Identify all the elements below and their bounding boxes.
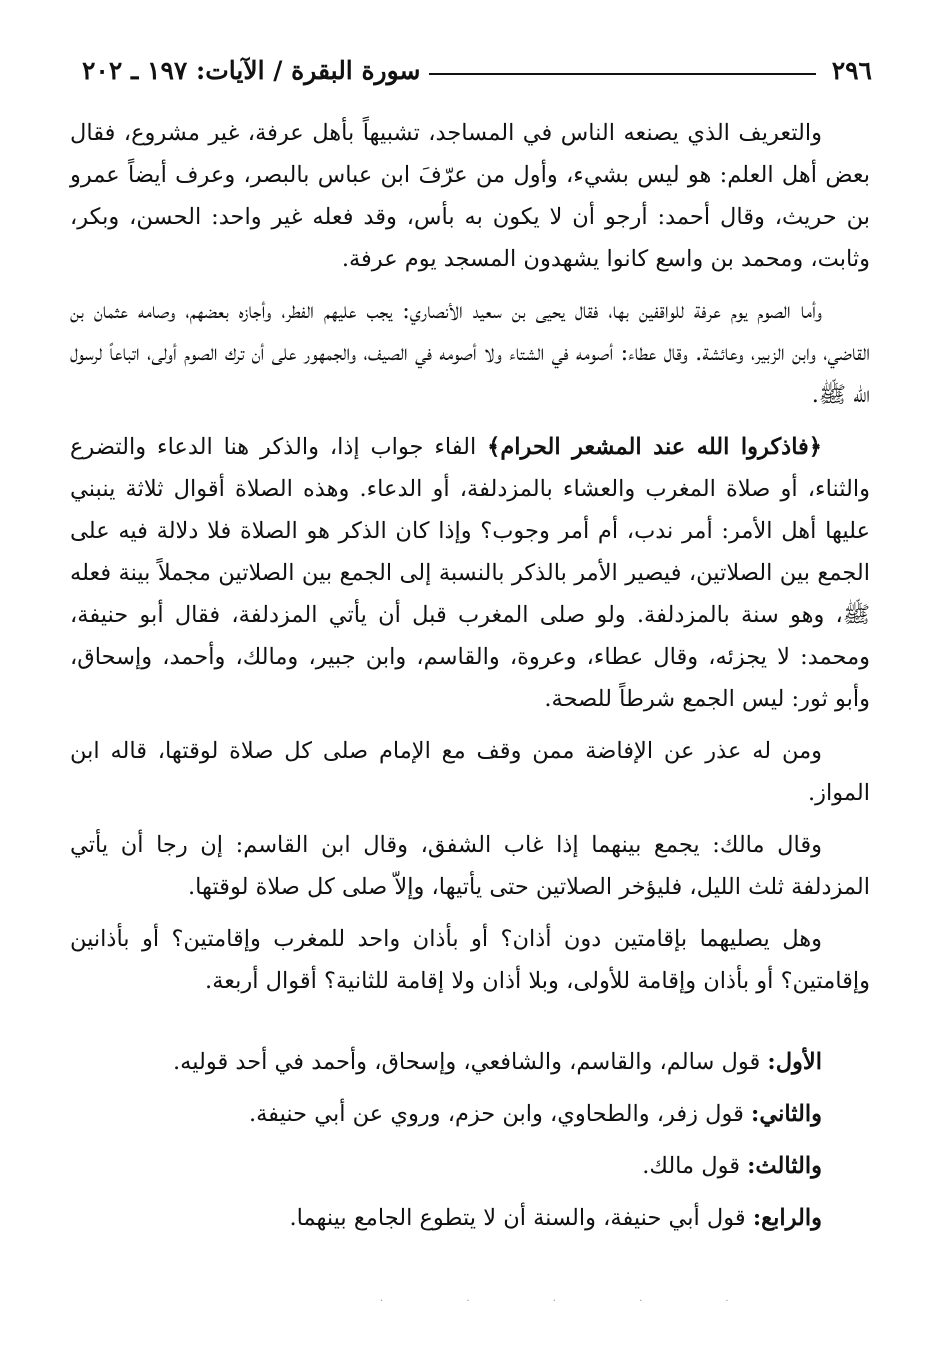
page-number: ٢٩٦ xyxy=(831,55,872,85)
opinion-second xyxy=(70,1088,822,1140)
opinion-third xyxy=(70,1140,822,1192)
paragraph-malik xyxy=(70,824,870,908)
paragraph-udhr xyxy=(70,730,870,814)
paragraph-dhikr xyxy=(70,426,870,720)
opinion-text: قول زفر، والطحاوي، وابن حزم، وروي عن أبي حنيفة. xyxy=(248,1101,752,1127)
paragraph-text: الفاء جواب إذا، والذكر هنا الدعاء والتضرع والثناء، أو صلاة المغرب والعشاء بالمزدلفة، أو الدعاء. وهذه الصلاة أقوال ثلاثة ينبني عليها أهل الأمر: أمر ندب، أم أمر وجوب؟ وإذا كان الذكر هو الصلاة فلا دلالة فيه على الجمع بين الصلاتين، فيصير الأمر بالذكر بالنسبة إلى الجمع بين الصلاتين مجملاً بينة فعله ﷺ، وهو سنة بالمزدلفة. ولو صلى المغرب قبل أن يأتي المزدلفة، فقال أبو حنيفة، ومحمد: لا يجزئه، وقال عطاء، وعروة، والقاسم، وابن جبير، ومالك، وأحمد، وإسحاق، وأبو ثور: ليس الجمع شرطاً للصحة. xyxy=(70,434,870,712)
opinion-first xyxy=(70,1036,822,1088)
main-text xyxy=(70,112,870,1012)
header-rule xyxy=(429,73,816,75)
paragraph-text: وهل يصليهما بإقامتين دون أذان؟ أو بأذان واحد للمغرب وإقامتين؟ أو بأذانين وإقامتين؟ أو بأذان وإقامة للأولى، وبلا أذان ولا إقامة للثانية؟ أقوال أربعة. xyxy=(70,926,870,994)
paragraph-text: ومن له عذر عن الإفاضة ممن وقف مع الإمام صلى كل صلاة لوقتها، قاله ابن المواز. xyxy=(70,738,870,806)
opinion-label: والثالث: xyxy=(747,1153,822,1179)
paragraph-tarif xyxy=(70,112,870,280)
quran-quote: ﴿فاذكروا الله عند المشعر الحرام﴾ xyxy=(487,434,822,460)
running-title: سورة البقرة / الآيات: ١٩٧ ـ ٢٠٢ xyxy=(82,55,421,85)
paragraph-text: وأما الصوم يوم عرفة للواقفين بها، فقال يحيى بن سعيد الأنصاري: يجب عليهم الفطر، وأجازه بعضهم، وصامه عثمان بن القاضي، وابن الزبير، وعائشة. وقال عطاء: أصومه في الشتاء ولا أصومه في الصيف، والجمهور على أن ترك الصوم أولى، اتباعاً لرسول الله ﷺ. xyxy=(70,298,870,408)
page-header xyxy=(82,50,872,90)
paragraph-sawm xyxy=(70,290,870,416)
opinion-text: قول مالك. xyxy=(642,1153,748,1179)
opinion-fourth xyxy=(70,1192,822,1244)
opinion-label: والثاني: xyxy=(751,1101,822,1127)
opinion-label: والرابع: xyxy=(752,1205,822,1231)
opinions-list xyxy=(70,1036,822,1244)
opinion-label: الأول: xyxy=(767,1049,822,1075)
paragraph-text: وقال مالك: يجمع بينهما إذا غاب الشفق، وقال ابن القاسم: إن رجا أن يأتي المزدلفة ثلث الليل، فليؤخر الصلاتين حتى يأتيها، وإلاّ صلى كل صلاة لوقتها. xyxy=(70,832,870,900)
opinion-text: قول أبي حنيفة، والسنة أن لا يتطوع الجامع بينهما. xyxy=(289,1205,753,1231)
opinion-text: قول سالم، والقاسم، والشافعي، وإسحاق، وأحمد في أحد قوليه. xyxy=(173,1049,768,1075)
paragraph-text: والتعريف الذي يصنعه الناس في المساجد، تشبيهاً بأهل عرفة، غير مشروع، فقال بعض أهل العلم: هو ليس بشيء، وأول من عرّفَ ابن عباس بالبصر، وعرف أيضاً عمرو بن حريث، وقال أحمد: أرجو أن لا يكون به بأس، وقد فعله غير واحد: الحسن، وبكر، وثابت، ومحمد بن واسع كانوا يشهدون المسجد يوم عرفة. xyxy=(70,120,870,272)
paragraph-adhan xyxy=(70,918,870,1002)
scan-specks: · · · · · xyxy=(380,1296,769,1307)
